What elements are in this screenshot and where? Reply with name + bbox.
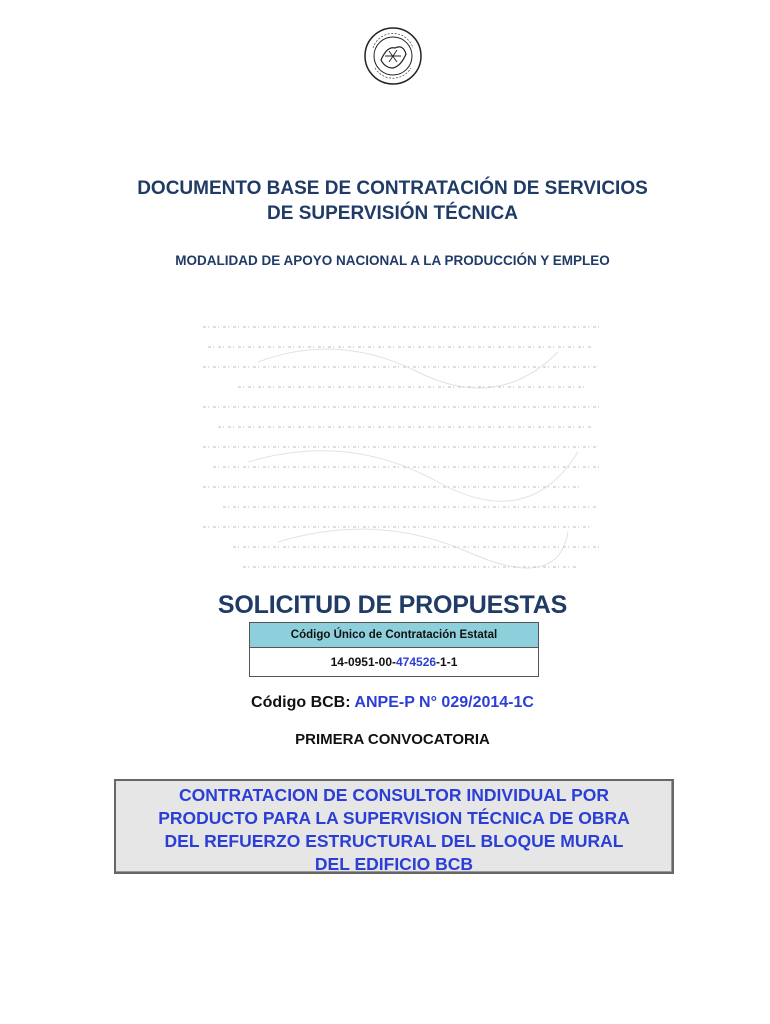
- contract-object-text: [116, 784, 672, 876]
- cuce-suffix: -1-1: [436, 655, 458, 669]
- convocatoria: PRIMERA CONVOCATORIA: [295, 731, 490, 748]
- cuce-table: [249, 622, 539, 677]
- solicitud-heading: SOLICITUD DE PROPUESTAS: [217, 591, 568, 619]
- contract-object-box: [114, 779, 674, 874]
- bcb-code-line: [100, 694, 685, 712]
- bank-seal-icon: [363, 26, 423, 86]
- cuce-prefix: 14-0951-00-: [330, 655, 396, 669]
- object-line-1: CONTRATACION DE CONSULTOR INDIVIDUAL POR: [178, 785, 610, 805]
- bcb-label: Código BCB:: [251, 694, 355, 711]
- object-line-2: PRODUCTO PARA LA SUPERVISION TÉCNICA DE OBRA: [158, 808, 630, 828]
- bcb-code: ANPE-P N° 029/2014-1C: [354, 694, 534, 711]
- object-line-4: DEL EDIFICIO BCB: [314, 854, 474, 874]
- title-line-2: DE SUPERVISIÓN TÉCNICA: [267, 203, 518, 224]
- modality-subtitle: MODALIDAD DE APOYO NACIONAL A LA PRODUCCIÓN Y EMPLEO: [175, 253, 610, 268]
- title-line-1: DOCUMENTO BASE DE CONTRATACIÓN DE SERVICIOS: [137, 178, 648, 199]
- object-line-3: DEL REFUERZO ESTRUCTURAL DEL BLOQUE MURAL: [164, 831, 624, 851]
- cuce-label: Código Único de Contratación Estatal: [250, 623, 538, 648]
- document-title: [60, 176, 725, 226]
- cuce-value: [250, 648, 538, 676]
- watermark-image: [198, 312, 608, 587]
- cuce-highlight: 474526: [396, 655, 437, 669]
